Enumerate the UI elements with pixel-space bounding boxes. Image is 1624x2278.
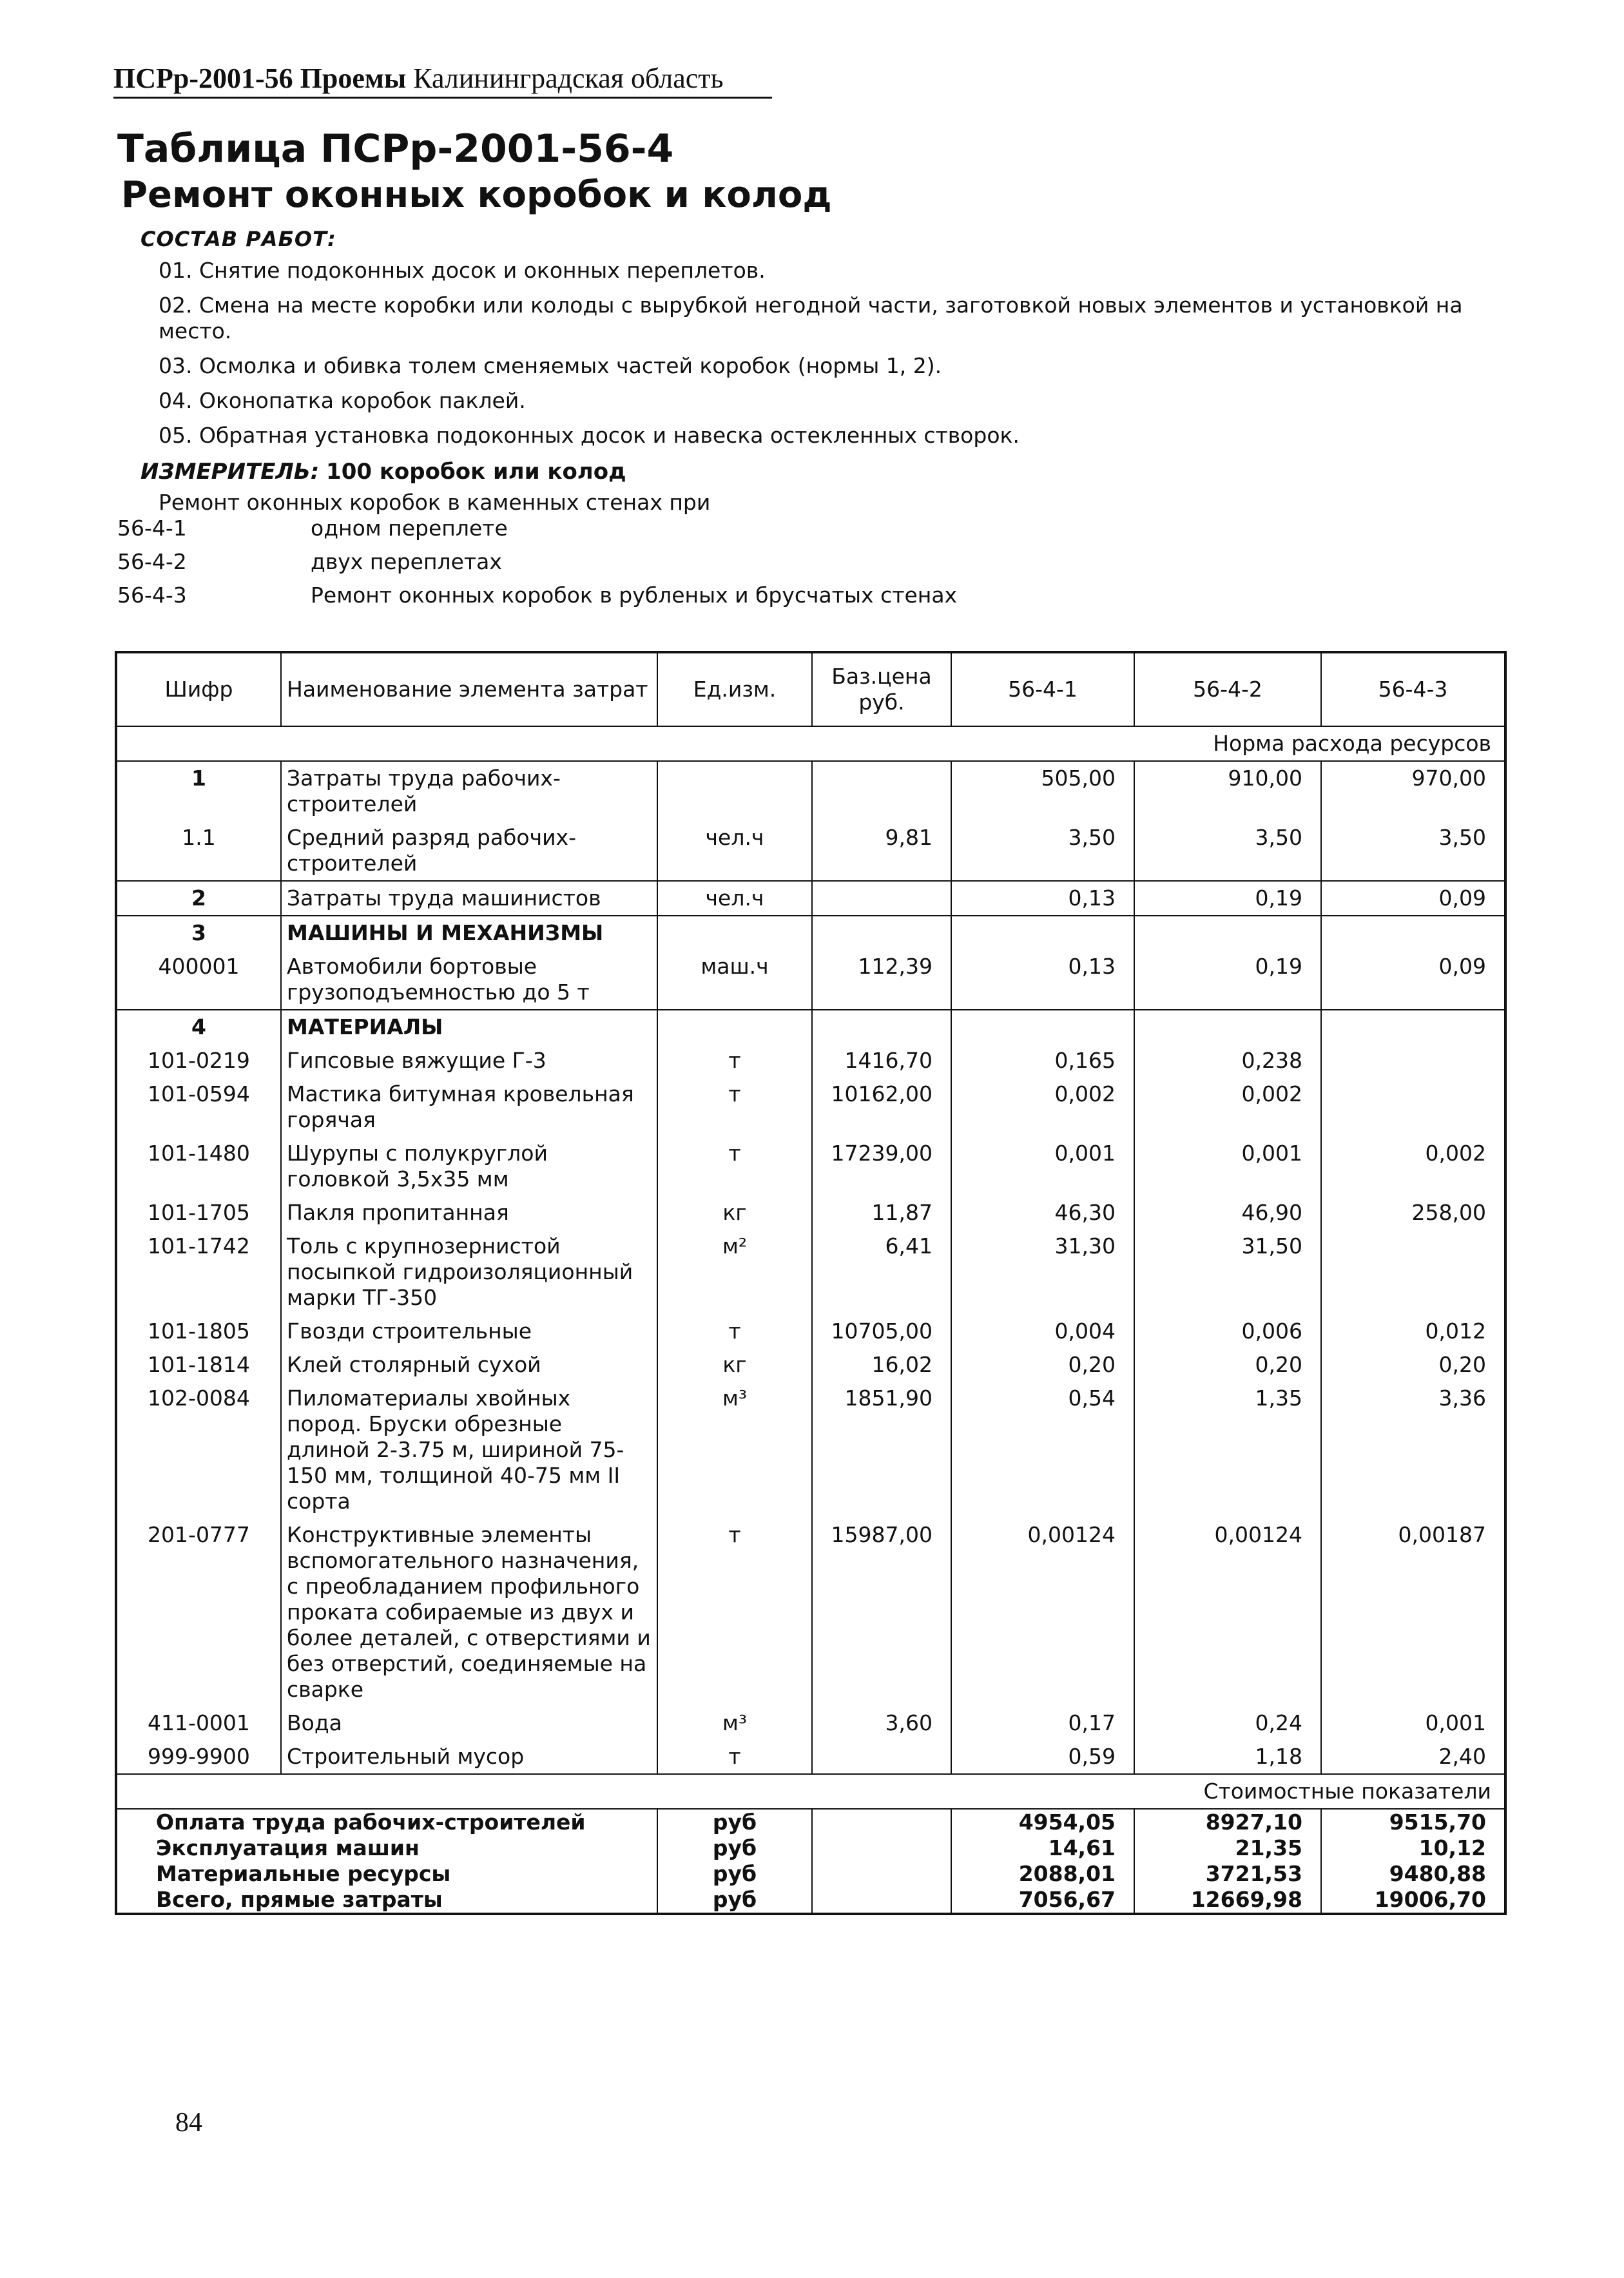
table-row xyxy=(116,916,1505,950)
row-unit xyxy=(657,761,812,821)
table-header-row xyxy=(116,652,1505,726)
variant-code: 56-4-3 xyxy=(117,583,187,608)
totals-56-4-1: 4954,05 xyxy=(951,1809,1134,1835)
totals-56-4-3: 9480,88 xyxy=(1321,1861,1505,1887)
header-unit: Ед.изм. xyxy=(657,652,812,726)
row-56-4-1: 0,20 xyxy=(951,1348,1134,1382)
row-name: Автомобили бортовые грузоподъемностью до 5 т xyxy=(281,950,657,1010)
row-56-4-2: 0,19 xyxy=(1134,950,1321,1010)
row-56-4-1: 0,13 xyxy=(951,950,1134,1010)
row-56-4-3: 0,001 xyxy=(1321,1706,1505,1740)
row-name: Затраты труда машинистов xyxy=(281,881,657,916)
variant-text: двух переплетах xyxy=(311,549,502,574)
row-56-4-3: 258,00 xyxy=(1321,1196,1505,1230)
row-unit: чел.ч xyxy=(657,881,812,916)
row-unit: маш.ч xyxy=(657,950,812,1010)
row-price xyxy=(812,916,951,950)
cost-section-label: Стоимостные показатели xyxy=(116,1774,1505,1809)
row-price: 6,41 xyxy=(812,1230,951,1315)
row-name: Пакля пропитанная xyxy=(281,1196,657,1230)
row-code: 1.1 xyxy=(116,821,281,881)
work-item: 02. Смена на месте коробки или колоды с вырубкой негодной части, заготовкой новых элементов и установкой на место. xyxy=(159,293,1463,343)
variant-row xyxy=(117,549,1020,574)
table-row xyxy=(116,1077,1505,1137)
measure-line xyxy=(140,459,626,485)
row-unit: т xyxy=(657,1315,812,1348)
totals-56-4-2: 12669,98 xyxy=(1134,1887,1321,1914)
row-56-4-1: 0,54 xyxy=(951,1382,1134,1518)
row-56-4-3 xyxy=(1321,916,1505,950)
header-name: Наименование элемента затрат xyxy=(281,652,657,726)
variant-row xyxy=(117,583,1020,608)
totals-56-4-3: 10,12 xyxy=(1321,1835,1505,1861)
row-56-4-1: 31,30 xyxy=(951,1230,1134,1315)
row-unit: кг xyxy=(657,1196,812,1230)
variant-text: Ремонт оконных коробок в рубленых и брусчатых стенах xyxy=(311,583,958,608)
totals-name: Материальные ресурсы xyxy=(116,1861,657,1887)
row-code: 101-1742 xyxy=(116,1230,281,1315)
row-price xyxy=(812,761,951,821)
row-name: Гипсовые вяжущие Г-3 xyxy=(281,1044,657,1077)
row-56-4-3: 3,50 xyxy=(1321,821,1505,881)
row-56-4-1: 505,00 xyxy=(951,761,1134,821)
row-price: 11,87 xyxy=(812,1196,951,1230)
totals-56-4-2: 3721,53 xyxy=(1134,1861,1321,1887)
row-name: Средний разряд рабочих-строителей xyxy=(281,821,657,881)
variants-intro: Ремонт оконных коробок в каменных стенах при xyxy=(159,490,711,515)
row-56-4-2: 0,006 xyxy=(1134,1315,1321,1348)
row-56-4-3: 970,00 xyxy=(1321,761,1505,821)
totals-56-4-3: 19006,70 xyxy=(1321,1887,1505,1914)
totals-row xyxy=(116,1861,1505,1887)
measure-label: ИЗМЕРИТЕЛЬ: xyxy=(140,459,320,485)
row-56-4-3 xyxy=(1321,1077,1505,1137)
work-composition-label: СОСТАВ РАБОТ: xyxy=(140,227,336,251)
header-56-4-1: 56-4-1 xyxy=(951,652,1134,726)
row-56-4-3 xyxy=(1321,1010,1505,1044)
row-price xyxy=(812,1010,951,1044)
row-56-4-2: 0,00124 xyxy=(1134,1518,1321,1706)
table-row xyxy=(116,1196,1505,1230)
row-56-4-3: 3,36 xyxy=(1321,1382,1505,1518)
table-row xyxy=(116,950,1505,1010)
row-unit xyxy=(657,1010,812,1044)
norm-section-label: Норма расхода ресурсов xyxy=(116,726,1505,761)
row-56-4-2 xyxy=(1134,1010,1321,1044)
row-56-4-2: 46,90 xyxy=(1134,1196,1321,1230)
row-name: Гвозди строительные xyxy=(281,1315,657,1348)
table-row xyxy=(116,881,1505,916)
totals-row xyxy=(116,1835,1505,1861)
row-unit: т xyxy=(657,1137,812,1196)
row-unit: т xyxy=(657,1518,812,1706)
row-56-4-1: 0,17 xyxy=(951,1706,1134,1740)
row-56-4-1: 0,165 xyxy=(951,1044,1134,1077)
totals-price xyxy=(812,1861,951,1887)
header-price: Баз.цена руб. xyxy=(812,652,951,726)
totals-56-4-2: 8927,10 xyxy=(1134,1809,1321,1835)
totals-56-4-1: 7056,67 xyxy=(951,1887,1134,1914)
row-price xyxy=(812,1740,951,1774)
totals-price xyxy=(812,1809,951,1835)
header-region: Калининградская область xyxy=(413,63,724,94)
totals-name: Эксплуатация машин xyxy=(116,1835,657,1861)
row-56-4-3: 0,20 xyxy=(1321,1348,1505,1382)
row-56-4-2: 1,35 xyxy=(1134,1382,1321,1518)
row-code: 3 xyxy=(116,916,281,950)
table-row xyxy=(116,821,1505,881)
row-price: 1416,70 xyxy=(812,1044,951,1077)
table-row xyxy=(116,1740,1505,1774)
row-56-4-3: 0,09 xyxy=(1321,950,1505,1010)
row-code: 201-0777 xyxy=(116,1518,281,1706)
totals-row xyxy=(116,1887,1505,1914)
row-unit: т xyxy=(657,1740,812,1774)
norm-section-row xyxy=(116,726,1505,761)
totals-price xyxy=(812,1887,951,1914)
work-item: 01. Снятие подоконных досок и оконных переплетов. xyxy=(159,258,766,283)
row-unit: м³ xyxy=(657,1382,812,1518)
table-row xyxy=(116,761,1505,821)
totals-56-4-1: 2088,01 xyxy=(951,1861,1134,1887)
table-row xyxy=(116,1706,1505,1740)
row-56-4-2: 0,001 xyxy=(1134,1137,1321,1196)
variant-code: 56-4-1 xyxy=(117,516,187,541)
row-56-4-2: 0,19 xyxy=(1134,881,1321,916)
row-56-4-1: 0,13 xyxy=(951,881,1134,916)
row-price: 16,02 xyxy=(812,1348,951,1382)
table-row xyxy=(116,1137,1505,1196)
row-code: 2 xyxy=(116,881,281,916)
row-56-4-1: 0,001 xyxy=(951,1137,1134,1196)
row-56-4-2: 0,002 xyxy=(1134,1077,1321,1137)
row-code: 101-0594 xyxy=(116,1077,281,1137)
totals-unit: руб xyxy=(657,1861,812,1887)
row-name: Конструктивные элементы вспомогательного назначения, с преобладанием профильного проката собираемые из двух и более деталей, с отверстиями и без отверстий, соединяемые на сварке xyxy=(281,1518,657,1706)
header-rule xyxy=(113,97,772,99)
variant-code: 56-4-2 xyxy=(117,549,187,574)
row-56-4-2: 0,238 xyxy=(1134,1044,1321,1077)
row-56-4-2: 31,50 xyxy=(1134,1230,1321,1315)
row-code: 1 xyxy=(116,761,281,821)
variant-row xyxy=(117,516,1020,541)
row-price xyxy=(812,881,951,916)
row-56-4-2: 1,18 xyxy=(1134,1740,1321,1774)
row-name: Клей столярный сухой xyxy=(281,1348,657,1382)
totals-name: Оплата труда рабочих-строителей xyxy=(116,1809,657,1835)
row-name: Вода xyxy=(281,1706,657,1740)
work-list xyxy=(159,258,1499,458)
row-name: Мастика битумная кровельная горячая xyxy=(281,1077,657,1137)
variant-text: одном переплете xyxy=(311,516,508,541)
row-56-4-1: 0,00124 xyxy=(951,1518,1134,1706)
row-unit: м³ xyxy=(657,1706,812,1740)
totals-56-4-1: 14,61 xyxy=(951,1835,1134,1861)
work-item: 04. Оконопатка коробок паклей. xyxy=(159,388,526,413)
row-56-4-2: 0,24 xyxy=(1134,1706,1321,1740)
table-row xyxy=(116,1348,1505,1382)
row-price: 3,60 xyxy=(812,1706,951,1740)
table-row xyxy=(116,1518,1505,1706)
row-56-4-3: 0,012 xyxy=(1321,1315,1505,1348)
row-price: 15987,00 xyxy=(812,1518,951,1706)
row-unit: т xyxy=(657,1077,812,1137)
row-code: 102-0084 xyxy=(116,1382,281,1518)
row-price: 10162,00 xyxy=(812,1077,951,1137)
row-56-4-2 xyxy=(1134,916,1321,950)
row-56-4-1: 0,59 xyxy=(951,1740,1134,1774)
row-price: 10705,00 xyxy=(812,1315,951,1348)
table-row xyxy=(116,1230,1505,1315)
row-code: 411-0001 xyxy=(116,1706,281,1740)
row-name: Шурупы с полукруглой головкой 3,5х35 мм xyxy=(281,1137,657,1196)
row-code: 999-9900 xyxy=(116,1740,281,1774)
row-56-4-1 xyxy=(951,1010,1134,1044)
row-56-4-3 xyxy=(1321,1044,1505,1077)
row-price: 1851,90 xyxy=(812,1382,951,1518)
header-code: Шифр xyxy=(116,652,281,726)
totals-unit: руб xyxy=(657,1809,812,1835)
row-56-4-3: 0,002 xyxy=(1321,1137,1505,1196)
row-unit: м² xyxy=(657,1230,812,1315)
totals-56-4-2: 21,35 xyxy=(1134,1835,1321,1861)
row-56-4-1 xyxy=(951,916,1134,950)
totals-price xyxy=(812,1835,951,1861)
row-name: Строительный мусор xyxy=(281,1740,657,1774)
row-unit: т xyxy=(657,1044,812,1077)
totals-unit: руб xyxy=(657,1835,812,1861)
row-unit: чел.ч xyxy=(657,821,812,881)
table-title: Таблица ПСРр-2001-56-4 xyxy=(117,126,674,171)
table-row xyxy=(116,1315,1505,1348)
row-name: МАШИНЫ И МЕХАНИЗМЫ xyxy=(281,916,657,950)
row-price: 17239,00 xyxy=(812,1137,951,1196)
header-code: ПСРр-2001-56 Проемы xyxy=(113,63,407,94)
running-header xyxy=(113,62,724,95)
row-code: 101-1705 xyxy=(116,1196,281,1230)
row-name: МАТЕРИАЛЫ xyxy=(281,1010,657,1044)
row-56-4-1: 46,30 xyxy=(951,1196,1134,1230)
row-name: Толь с крупнозернистой посыпкой гидроизоляционный марки ТГ-350 xyxy=(281,1230,657,1315)
row-56-4-2: 0,20 xyxy=(1134,1348,1321,1382)
table-row xyxy=(116,1044,1505,1077)
row-56-4-3: 2,40 xyxy=(1321,1740,1505,1774)
table-row xyxy=(116,1382,1505,1518)
measure-value: 100 коробок или колод xyxy=(326,459,626,485)
row-56-4-1: 0,002 xyxy=(951,1077,1134,1137)
row-code: 101-1480 xyxy=(116,1137,281,1196)
row-unit xyxy=(657,916,812,950)
row-56-4-3: 0,00187 xyxy=(1321,1518,1505,1706)
row-price: 9,81 xyxy=(812,821,951,881)
row-name: Пиломатериалы хвойных пород. Бруски обрезные длиной 2-3.75 м, шириной 75-150 мм, толщиной 40-75 мм II сорта xyxy=(281,1382,657,1518)
totals-row xyxy=(116,1809,1505,1835)
row-56-4-3 xyxy=(1321,1230,1505,1315)
totals-56-4-3: 9515,70 xyxy=(1321,1809,1505,1835)
totals-unit: руб xyxy=(657,1887,812,1914)
totals-name: Всего, прямые затраты xyxy=(116,1887,657,1914)
row-name: Затраты труда рабочих-строителей xyxy=(281,761,657,821)
row-code: 101-0219 xyxy=(116,1044,281,1077)
header-56-4-2: 56-4-2 xyxy=(1134,652,1321,726)
table-row xyxy=(116,1010,1505,1044)
row-56-4-3: 0,09 xyxy=(1321,881,1505,916)
work-item: 03. Осмолка и обивка толем сменяемых частей коробок (нормы 1, 2). xyxy=(159,353,942,378)
row-56-4-2: 910,00 xyxy=(1134,761,1321,821)
row-price: 112,39 xyxy=(812,950,951,1010)
row-code: 4 xyxy=(116,1010,281,1044)
row-code: 400001 xyxy=(116,950,281,1010)
row-56-4-1: 0,004 xyxy=(951,1315,1134,1348)
row-code: 101-1814 xyxy=(116,1348,281,1382)
row-code: 101-1805 xyxy=(116,1315,281,1348)
table-subtitle: Ремонт оконных коробок и колод xyxy=(121,174,832,216)
header-56-4-3: 56-4-3 xyxy=(1321,652,1505,726)
row-unit: кг xyxy=(657,1348,812,1382)
resource-table xyxy=(115,651,1507,1915)
row-56-4-2: 3,50 xyxy=(1134,821,1321,881)
cost-section-row xyxy=(116,1774,1505,1809)
row-56-4-1: 3,50 xyxy=(951,821,1134,881)
work-item: 05. Обратная установка подоконных досок и навеска остекленных створок. xyxy=(159,423,1020,448)
page-number: 84 xyxy=(175,2108,202,2138)
